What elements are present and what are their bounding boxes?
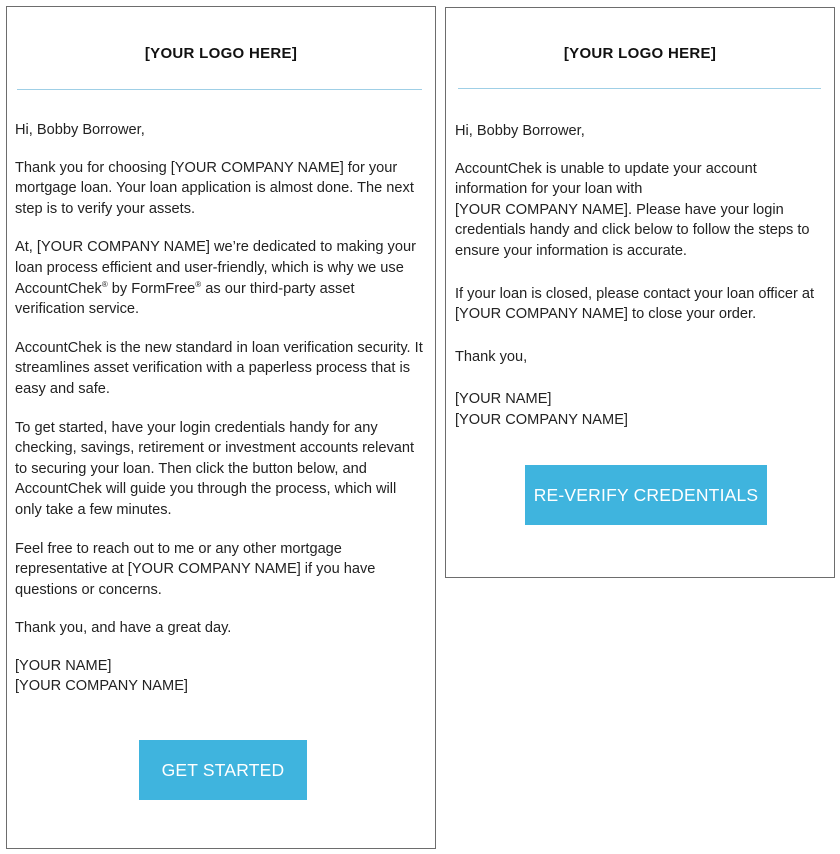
re-verify-credentials-button[interactable]: RE-VERIFY CREDENTIALS	[525, 465, 767, 525]
paragraph-text: as our third-party asset verification service.	[15, 280, 355, 318]
signature-company: [YOUR COMPANY NAME]	[15, 678, 188, 695]
security-paragraph: AccountChek is the new standard in loan verification security. It streamlines asset verification with a paperless process that is easy and safe.	[15, 339, 423, 397]
closing: Thank you,	[455, 348, 528, 365]
paragraph-text: by FormFree	[107, 280, 196, 297]
contact-paragraph: Feel free to reach out to me or any other mortgage representative at [YOUR COMPANY NAME] if you have questions or concerns.	[15, 540, 376, 598]
registered-mark: ®	[195, 279, 202, 289]
intro-paragraph: Thank you for choosing [YOUR COMPANY NAME] for your mortgage loan. Your loan application is almost done. The next step is to verify your assets.	[15, 159, 414, 217]
header-divider	[458, 88, 821, 89]
email-body	[455, 121, 827, 431]
email-card-get-started	[6, 6, 436, 849]
greeting: Hi, Bobby Borrower,	[455, 123, 585, 139]
header-divider	[17, 89, 422, 90]
closing: Thank you, and have a great day.	[15, 620, 232, 637]
email-body	[15, 120, 427, 697]
paragraph-text: At, [YOUR COMPANY NAME] we’re dedicated to making your loan process efficient and user-friendly, which is why we use AccountChek	[15, 239, 416, 297]
email-card-reverify	[445, 7, 835, 578]
signature-name: [YOUR NAME]	[455, 391, 552, 408]
logo-placeholder: [YOUR LOGO HERE]	[563, 45, 717, 62]
closed-loan-paragraph: If your loan is closed, please contact your loan officer at [YOUR COMPANY NAME] to close your order.	[455, 285, 815, 323]
accountchek-paragraph	[15, 237, 427, 319]
paragraph-text: AccountChek is unable to update your account information for your loan with	[455, 160, 757, 198]
update-paragraph	[455, 159, 827, 262]
get-started-button[interactable]: GET STARTED	[139, 740, 307, 800]
paragraph-text: [YOUR COMPANY NAME]. Please have your login credentials handy and click below to follow the steps to ensure your information is accurate.	[455, 201, 810, 259]
instructions-paragraph: To get started, have your login credentials handy for any checking, savings, retirement or investment accounts relevant to securing your loan. Then click the button below, and AccountChek will guide you through the process, which will only take a few minutes.	[15, 419, 415, 518]
registered-mark: ®	[101, 279, 108, 289]
logo-placeholder: [YOUR LOGO HERE]	[144, 45, 298, 62]
greeting: Hi, Bobby Borrower,	[15, 122, 145, 138]
signature-name: [YOUR NAME]	[15, 657, 112, 674]
signature-company: [YOUR COMPANY NAME]	[455, 411, 628, 428]
